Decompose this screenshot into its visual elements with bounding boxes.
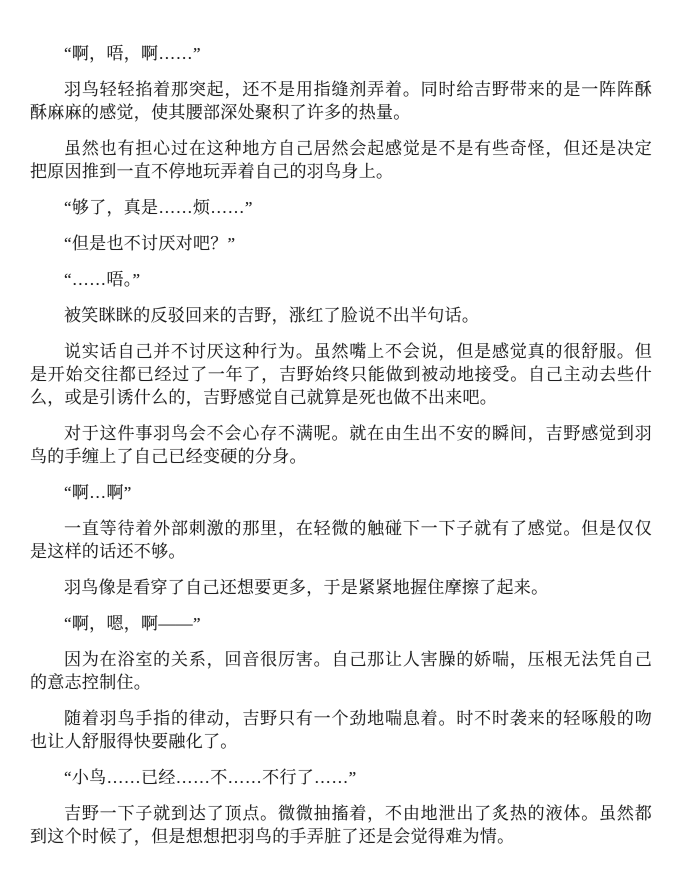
narrative-paragraph: 说实话自己并不讨厌这种行为。虽然嘴上不会说，但是感觉真的很舒服。但是开始交往都已经过了一年了，吉野始终只能做到被动地接受。自己主动去些什么，或是引诱什么的，吉野感觉自己就算是死也做不出来吧。	[30, 342, 652, 407]
narrative-paragraph: 羽鸟轻轻掐着那突起，还不是用指缝剂弄着。同时给吉野带来的是一阵阵酥酥麻麻的感觉，使其腰部深处聚积了许多的热量。	[30, 80, 652, 122]
narrative-paragraph: 羽鸟像是看穿了自己还想要更多，于是紧紧地握住摩擦了起来。	[64, 578, 549, 597]
dialogue-paragraph: “啊，嗯，啊——”	[64, 614, 201, 633]
dialogue-paragraph: “啊，唔，啊……”	[64, 44, 201, 63]
narrative-paragraph: 虽然也有担心过在这种地方自己居然会起感觉是不是有些奇怪，但还是决定把原因推到一直不停地玩弄着自己的羽鸟身上。	[30, 139, 652, 181]
dialogue-paragraph: “但是也不讨厌对吧？”	[64, 234, 236, 253]
narrative-paragraph: 一直等待着外部刺激的那里，在轻微的触碰下一下子就有了感觉。但是仅仅是这样的话还不够。	[30, 519, 652, 561]
dialogue-paragraph: “……唔。”	[64, 270, 141, 289]
narrative-paragraph: 因为在浴室的关系，回音很厉害。自己那让人害臊的娇喘，压根无法凭自己的意志控制住。	[30, 650, 652, 692]
dialogue-paragraph: “够了，真是……烦……”	[64, 198, 253, 217]
narrative-paragraph: 随着羽鸟手指的律动，吉野只有一个劲地喘息着。时不时袭来的轻啄般的吻也让人舒服得快要融化了。	[30, 709, 652, 751]
narrative-paragraph: 被笑眯眯的反驳回来的吉野，涨红了脸说不出半句话。	[64, 306, 480, 325]
narrative-paragraph: 对于这件事羽鸟会不会心存不满呢。就在由生出不安的瞬间，吉野感觉到羽鸟的手缠上了自己已经变硬的分身。	[30, 424, 652, 466]
text-block	[30, 42, 652, 848]
dialogue-paragraph: “小鸟……已经……不……不行了……”	[64, 768, 357, 787]
narrative-paragraph: 吉野一下子就到达了顶点。微微抽搐着，不由地泄出了炙热的液体。虽然都到这个时候了，但是想想把羽鸟的手弄脏了还是会觉得难为情。	[30, 804, 652, 846]
dialogue-paragraph: “啊…啊”	[64, 483, 132, 502]
